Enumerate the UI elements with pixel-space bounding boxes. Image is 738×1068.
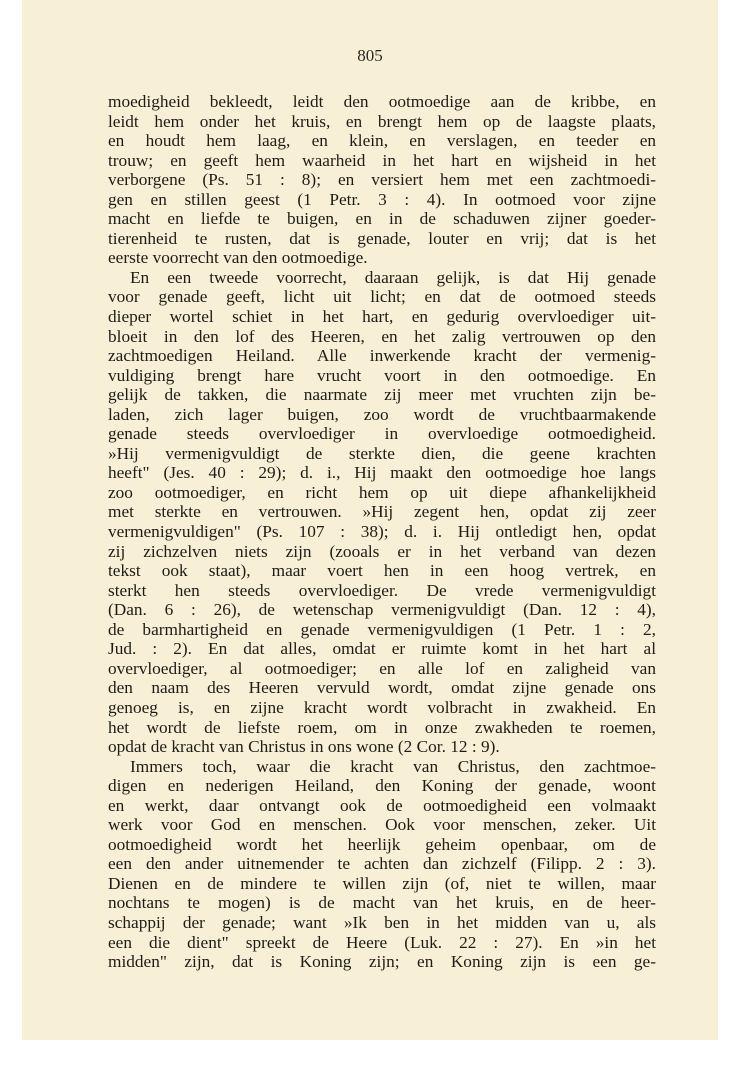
text-line: zoo ootmoediger, en richt hem op uit diepe afhankelijkheid [108,482,656,502]
text-line: verborgene (Ps. 51 : 8); en versiert hem met een zachtmoedi- [108,170,656,190]
text-line: opdat de kracht van Christus in ons wone (2 Cor. 12 : 9). [108,737,500,757]
text-line: overvloediger, al ootmoediger; en alle lof en zaligheid van [108,658,656,678]
book-page [22,0,718,1040]
text-line: tekst ook staat), maar voert hen in een hoog vertrek, en [108,561,656,581]
text-line: zij zichzelven niets zijn (zooals er in het verband van dezen [108,541,656,561]
text-line: een den ander uitnemender te achten dan zichzelf (Filipp. 2 : 3). [108,854,656,874]
text-line: Jud. : 2). En dat alles, omdat er ruimte komt in het hart al [108,639,656,659]
text-line: gelijk de takken, die naarmate zij meer met vruchten zijn be- [108,385,656,405]
text-line: trouw; en geeft hem waarheid in het hart en wijsheid in het [108,150,656,170]
text-line: laden, zich lager buigen, zoo wordt de vruchtbaarmakende [108,404,656,424]
text-line: En een tweede voorrecht, daaraan gelijk, is dat Hij genade [130,267,656,287]
text-line: bloeit in den lof des Heeren, en het zalig vertrouwen op den [108,326,656,346]
text-line: nochtans te mogen) is de macht van het kruis, en de heer- [108,893,656,913]
text-line: genoeg is, en zijne kracht wordt volbracht in zwakheid. En [108,697,656,717]
text-line: schappij der genade; want »Ik ben in het midden van u, als [108,912,656,932]
text-line: leidt hem onder het kruis, en brengt hem op de laagste plaats, [108,111,656,131]
text-line: de barmhartigheid en genade vermenigvuldigen (1 Petr. 1 : 2, [108,619,656,639]
text-line: zachtmoedigen Heiland. Alle inwerkende kracht der vermenig- [108,346,656,366]
text-line: voor genade geeft, licht uit licht; en dat de ootmoed steeds [108,287,656,307]
text-line: midden" zijn, dat is Koning zijn; en Koning zijn is een ge- [108,952,656,972]
text-line: het wordt de liefste roem, om in onze zwakheden te roemen, [108,717,656,737]
text-line: sterkt hen steeds overvloediger. De vrede vermenigvuldigt [108,580,656,600]
page-number: 805 [357,46,383,65]
text-line: tierenheid te rusten, dat is genade, louter en vrij; dat is het [108,228,656,248]
text-line: Dienen en de mindere te willen zijn (of, niet te willen, maar [108,873,656,893]
text-line: vuldiging brengt hare vrucht voort in den ootmoedige. En [108,365,656,385]
text-line: genade steeds overvloediger in overvloedige ootmoedigheid. [108,424,656,444]
text-line: heeft" (Jes. 40 : 29); d. i., Hij maakt den ootmoedige hoe langs [108,463,656,483]
body-text [108,92,656,972]
text-line: werk voor God en menschen. Ook voor menschen, zeker. Uit [108,815,656,835]
text-line: en houdt hem laag, en klein, en verslagen, en teeder en [108,131,656,151]
text-line: ootmoedigheid wordt het heerlijk geheim openbaar, om de [108,834,656,854]
text-line: »Hij vermenigvuldigt de sterkte dien, die geene krachten [108,443,656,463]
text-line: digen en nederigen Heiland, den Koning der genade, woont [108,776,656,796]
text-line: eerste voorrecht van den ootmoedige. [108,248,368,268]
text-line: moedigheid bekleedt, leidt den ootmoedige aan de kribbe, en [108,92,656,111]
text-line: Immers toch, waar die kracht van Christus, den zachtmoe- [130,756,656,776]
text-line: een die dient" spreekt de Heere (Luk. 22 : 27). En »in het [108,932,656,952]
text-line: en werkt, daar ontvangt ook de ootmoedigheid een volmaakt [108,795,656,815]
text-line: met sterkte en vertrouwen. »Hij zegent hen, opdat zij zeer [108,502,656,522]
text-line: dieper wortel schiet in het hart, en gedurig overvloediger uit- [108,307,656,327]
text-line: gen en stillen geest (1 Petr. 3 : 4). In ootmoed voor zijne [108,189,656,209]
text-line: macht en liefde te buigen, en in de schaduwen zijner goeder- [108,209,656,229]
text-line: den naam des Heeren vervuld wordt, omdat zijne genade ons [108,678,656,698]
text-line: (Dan. 6 : 26), de wetenschap vermenigvuldigt (Dan. 12 : 4), [108,600,656,620]
text-line: vermenigvuldigen" (Ps. 107 : 38); d. i. Hij ontledigt hen, opdat [108,522,656,542]
